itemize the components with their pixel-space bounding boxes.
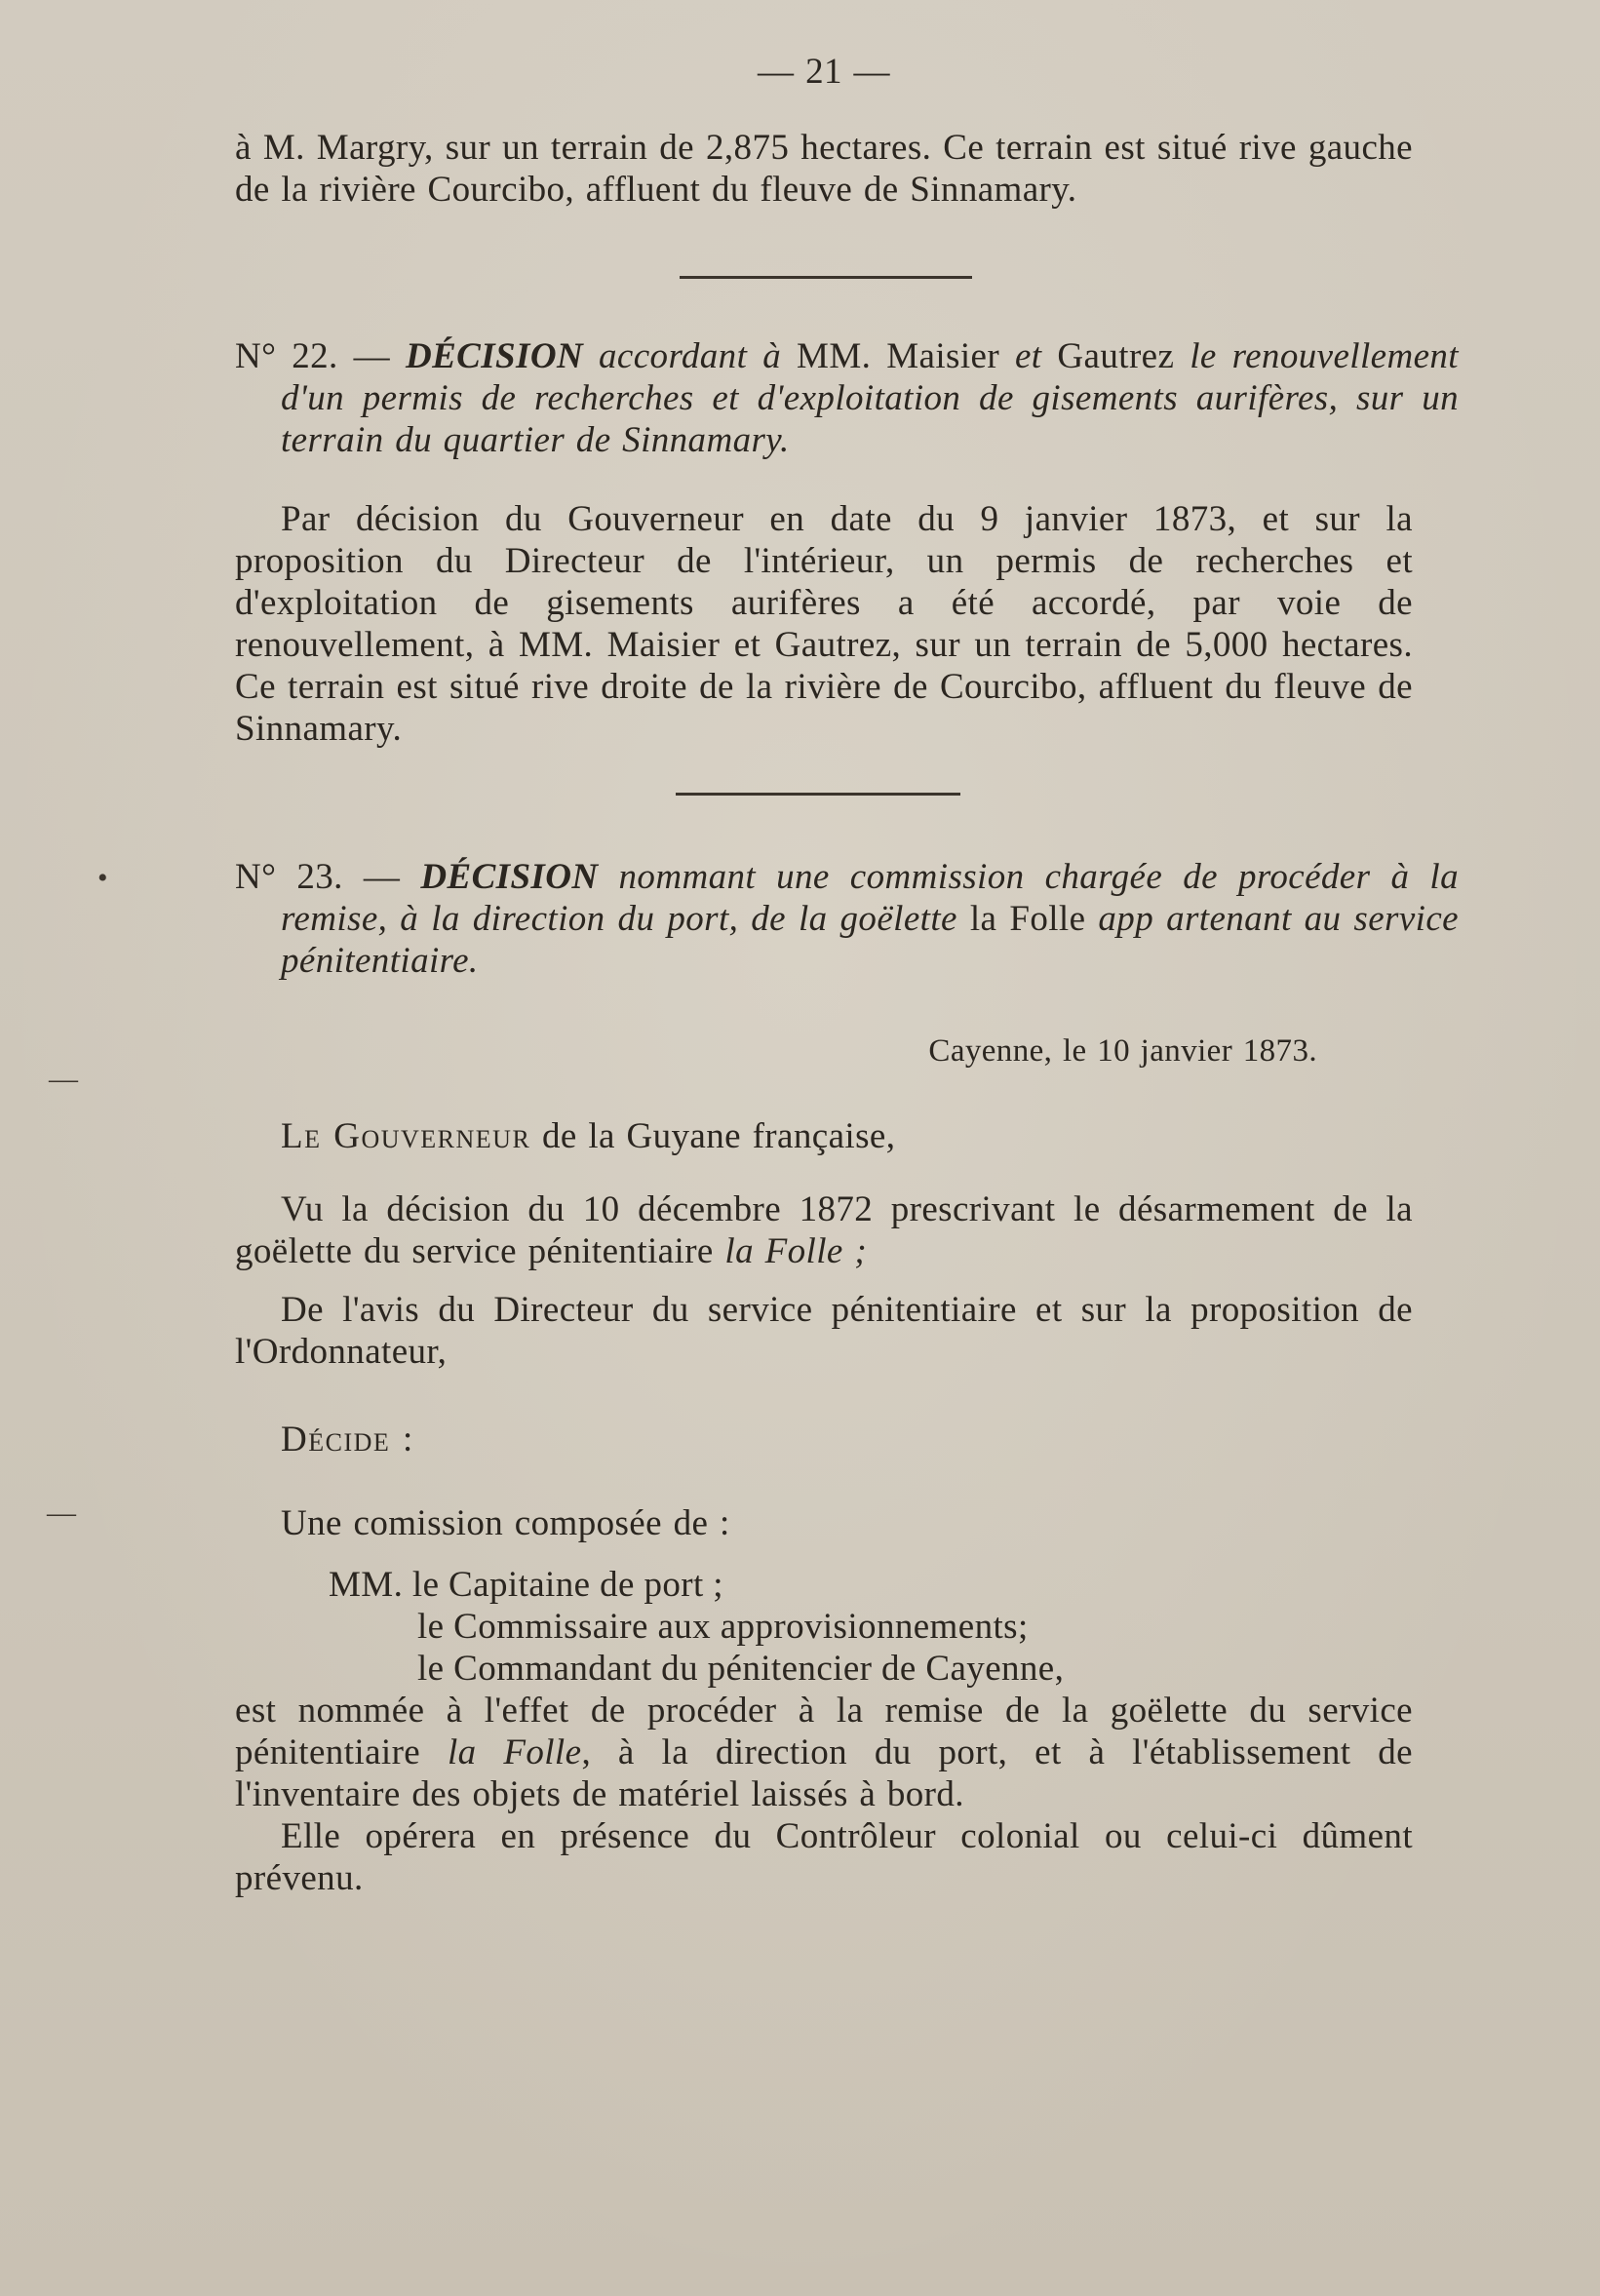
member-3: le Commandant du pénitencier de Cayenne, <box>417 1649 1065 1689</box>
decision-23-title-b: app artenant au service pénitentiaire. <box>281 899 1460 981</box>
intro-paragraph: à M. Margry, sur un terrain de 2,875 hectares. Ce terrain est situé rive gauche de la rivière Courcibo, affluent du fleuve de Sinnamary. <box>235 128 1413 210</box>
avis-paragraph: De l'avis du Directeur du service pénitentiaire et sur la proposition de l'Ordonnateur, <box>235 1290 1413 1372</box>
commission-intro: Une comission composée de : <box>281 1503 730 1543</box>
decision-23-keyword: DÉCISION <box>420 857 599 897</box>
separator-rule <box>680 276 972 279</box>
decision-22-title-a: accordant à <box>583 336 798 376</box>
margin-dash: — <box>49 1063 78 1095</box>
governor-title: Le Gouverneur <box>281 1116 531 1156</box>
decision-22-title-b: le renouvellement d'un permis de recherches et d'exploitation de gisements aurifères, sur un terrain du quartier de Sinnamary. <box>281 336 1459 460</box>
decision-23-dash: — <box>342 857 421 897</box>
decision-22-names2: Gautrez <box>1057 336 1175 376</box>
decide-heading: Décide : <box>281 1420 414 1459</box>
member-1: MM. le Capitaine de port ; <box>329 1565 723 1605</box>
decision-23-heading <box>235 856 1459 982</box>
decision-22-names: MM. Maisier <box>797 336 1000 376</box>
governor-line <box>235 1115 1413 1157</box>
decision-22-number: N° 22. <box>235 336 338 376</box>
decision-22-heading <box>235 335 1459 461</box>
vu-ship-name: la Folle ; <box>724 1231 868 1271</box>
operate-paragraph: Elle opérera en présence du Contrôleur colonial ou celui-ci dûment prévenu. <box>235 1816 1413 1898</box>
margin-dash: — <box>47 1497 76 1529</box>
decision-23-la: la <box>969 899 997 939</box>
decision-22-et: et <box>999 336 1058 376</box>
decision-22-dash: — <box>337 336 406 376</box>
decision-23-number: N° 23. <box>235 857 343 897</box>
decision-23-folle: Folle <box>996 899 1086 939</box>
vu-paragraph <box>235 1188 1413 1272</box>
nomination-paragraph <box>235 1690 1413 1815</box>
separator-rule <box>676 793 960 796</box>
decision-22-body: Par décision du Gouverneur en date du 9 janvier 1873, et sur la proposition du Directeur de l'intérieur, un permis de recherches et d'exploitation de gisements aurifères a été accordé, par voie de renouvellement, à MM. Maisier et Gautrez, sur un terrain de 5,000 hectares. Ce terrain est situé rive droite de la rivière de Courcibo, affluent du fleuve de Sinnamary. <box>235 499 1413 749</box>
margin-dot: • <box>98 862 108 894</box>
governor-rest: de la Guyane française, <box>530 1116 896 1156</box>
decision-22-keyword: DÉCISION <box>405 336 584 376</box>
nomination-text-b: , à la direction du port, et à l'établissement de l'inventaire des objets de matériel laissés à bord. <box>235 1732 1413 1814</box>
nomination-ship-name: la Folle <box>447 1732 582 1772</box>
member-2: le Commissaire aux approvisionnements; <box>417 1607 1029 1647</box>
place-date: Cayenne, le 10 janvier 1873. <box>928 1033 1317 1069</box>
nomination-text-a: est nommée à l'effet de procéder à la remise de la goëlette du service pénitentiaire <box>235 1691 1413 1772</box>
page-number: — 21 — <box>758 52 890 92</box>
vu-text: Vu la décision du 10 décembre 1872 prescrivant le désarmement de la goëlette du service pénitentiaire <box>235 1189 1413 1271</box>
decision-23-title-a: nommant une commission chargée de procéder à la remise, à la direction du port, de la goëlette <box>281 857 1460 939</box>
